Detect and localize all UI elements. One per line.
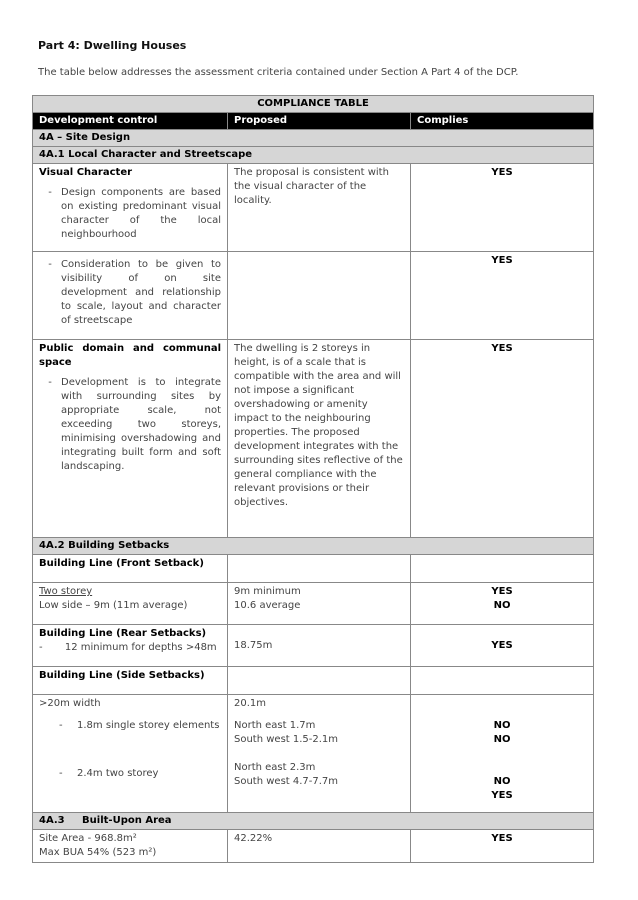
table-row [33, 625, 594, 667]
cell-complies: YES [411, 340, 594, 538]
cell-complies [411, 695, 594, 813]
two-storey-item: 2.4m two storey [77, 768, 159, 779]
section-row [33, 147, 594, 164]
width-label: >20m width [39, 698, 101, 709]
cell-proposed [228, 695, 411, 813]
section-4a1: 4A.1 Local Character and Streetscape [33, 147, 594, 164]
cell-proposed: The proposal is consistent with the visual character of the locality. [228, 164, 411, 252]
sw-1: South west 1.5-2.1m [234, 734, 339, 745]
width-proposed: 20.1m [234, 698, 267, 709]
cell-complies: YES [411, 252, 594, 340]
visibility-item: Consideration to be given to visibility of on site development and relationship to scale, layout and character of streetscape [61, 259, 221, 326]
table-row [33, 555, 594, 583]
front-proposed-1: 9m minimum [234, 586, 301, 597]
complies-no-3: NO [493, 776, 511, 787]
side-setback-label: Building Line (Side Setbacks) [33, 667, 228, 695]
compliance-table [32, 95, 594, 863]
section-row [33, 538, 594, 555]
cell-proposed: The dwelling is 2 storeys in height, is of a scale that is compatible with the area and will not impose a significant overshadowing or amenity impact to the neighbouring properties. The proposed development integrates with the surrounding sites reflective of the general compliance with the relevant provisions or their objectives. [228, 340, 411, 538]
front-complies-2: NO [493, 600, 511, 611]
cell-complies [411, 555, 594, 583]
complies-no-2: NO [493, 734, 511, 745]
table-title-row [33, 96, 594, 113]
complies-no-1: NO [493, 720, 511, 731]
visual-character-label: Visual Character [39, 167, 133, 178]
front-complies-1: YES [491, 586, 513, 597]
table-row [33, 695, 594, 813]
cell-control: >20m width - 1.8m single storey elements - 2.4m two storey [33, 695, 228, 813]
cell-proposed: 18.75m [228, 625, 411, 667]
cell-control: Visual Character - Design components are based on existing predominant visual character of the local neighbourhood [33, 164, 228, 252]
cell-complies: YES [411, 625, 594, 667]
pd-item: Development is to integrate with surrounding sites by appropriate scale, not exceeding two storeys, minimising overshadowing and integrating built form and soft landscaping. [61, 377, 221, 472]
low-side-label: Low side – 9m (11m average) [39, 600, 188, 611]
cell-proposed [228, 583, 411, 625]
rear-setback-label: Building Line (Rear Setbacks) [39, 628, 207, 639]
cell-control: Public domain and communal space - Development is to integrate with surrounding sites by appropriate scale, not exceeding two storeys, minimising overshadowing and integrating built form and soft landscaping. [33, 340, 228, 538]
cell-complies: YES [411, 830, 594, 863]
header-complies: Complies [411, 113, 594, 130]
section-4a3: 4A.3 Built-Upon Area [33, 813, 594, 830]
cell-complies: YES [411, 164, 594, 252]
table-row [33, 583, 594, 625]
cell-proposed: 42.22% [228, 830, 411, 863]
table-row [33, 340, 594, 538]
public-domain-label: Public domain and communal space [39, 343, 221, 368]
cell-control [33, 830, 228, 863]
cell-proposed [228, 667, 411, 695]
front-proposed-2: 10.6 average [234, 600, 301, 611]
cell-control: - Consideration to be given to visibility of on site development and relationship to scale, layout and character of streetscape [33, 252, 228, 340]
section-heading: Part 4: Dwelling Houses [38, 39, 187, 52]
vc-item: Design components are based on existing predominant visual character of the local neighbourhood [61, 187, 221, 240]
table-row [33, 667, 594, 695]
table-row [33, 830, 594, 863]
complies-yes-4: YES [491, 790, 513, 801]
cell-proposed [228, 252, 411, 340]
two-storey-label: Two storey [39, 586, 93, 597]
table-row [33, 164, 594, 252]
cell-complies [411, 667, 594, 695]
ne-2: North east 2.3m [234, 762, 316, 773]
header-development-control: Development control [33, 113, 228, 130]
header-proposed: Proposed [228, 113, 411, 130]
table-header-row [33, 113, 594, 130]
intro-text: The table below addresses the assessment criteria contained under Section A Part 4 of the DCP. [38, 67, 519, 78]
cell-proposed [228, 555, 411, 583]
section-row [33, 130, 594, 147]
cell-control [33, 625, 228, 667]
table-title: COMPLIANCE TABLE [33, 96, 594, 113]
site-area: Site Area - 968.8m² [39, 833, 137, 844]
section-row [33, 813, 594, 830]
section-4a2: 4A.2 Building Setbacks [33, 538, 594, 555]
front-setback-label: Building Line (Front Setback) [33, 555, 228, 583]
ne-1: North east 1.7m [234, 720, 316, 731]
cell-complies [411, 583, 594, 625]
max-bua: Max BUA 54% (523 m²) [39, 847, 157, 858]
single-storey-item: 1.8m single storey elements [77, 720, 220, 731]
section-4a: 4A – Site Design [33, 130, 594, 147]
sw-2: South west 4.7-7.7m [234, 776, 339, 787]
cell-control [33, 583, 228, 625]
rear-item: - 12 minimum for depths >48m [39, 642, 217, 653]
table-row [33, 252, 594, 340]
